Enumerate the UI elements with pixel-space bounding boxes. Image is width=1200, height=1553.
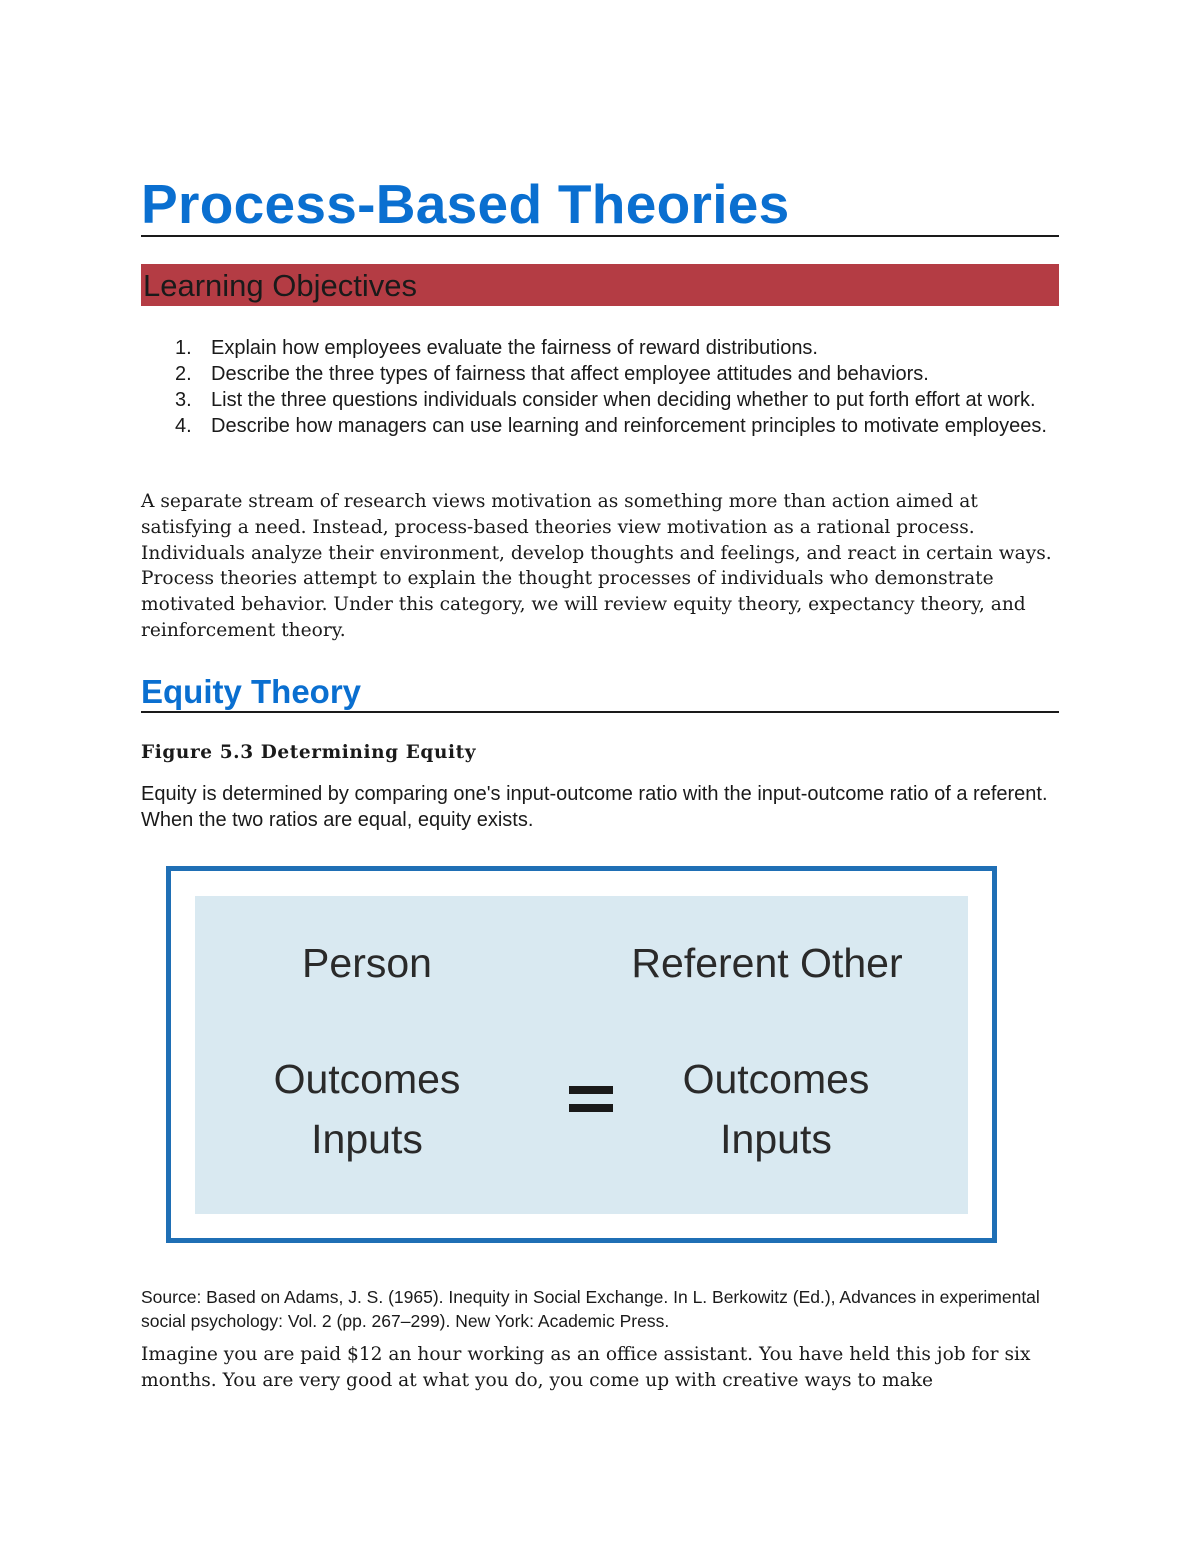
equity-figure-panel [195, 896, 968, 1214]
figure-source: Source: Based on Adams, J. S. (1965). Inequity in Social Exchange. In L. Berkowitz (Ed.), Advances in experimental social psychology: Vol. 2 (pp. 267–299). New York: Academic Press. [141, 1287, 1040, 1331]
referent-heading: Referent Other [631, 940, 903, 986]
list-item-number: 3. [175, 389, 192, 411]
equity-figure [166, 866, 997, 1243]
list-item [141, 335, 1059, 361]
list-item-text: List the three questions individuals consider when deciding whether to put forth effort at work. [211, 389, 1036, 411]
section-heading: Equity Theory [141, 673, 362, 710]
figure-label: Figure 5.3 Determining Equity [141, 742, 477, 763]
page-title: Process-Based Theories [141, 173, 790, 235]
list-item-text: Describe the three types of fairness that affect employee attitudes and behaviors. [211, 363, 929, 385]
title-divider [141, 235, 1059, 237]
referent-inputs: Inputs [720, 1116, 832, 1162]
equals-sign-top [569, 1086, 613, 1094]
learning-objectives-bar [141, 264, 1059, 306]
list-item-text: Describe how managers can use learning and reinforcement principles to motivate employees. [211, 415, 1047, 437]
learning-objectives-heading: Learning Objectives [143, 268, 417, 303]
list-item [141, 413, 1059, 439]
closing-paragraph: Imagine you are paid $12 an hour working as an office assistant. You have held this job for six months. You are very good at what you do, you come up with creative ways to make [141, 1344, 1031, 1391]
section-divider [141, 711, 1059, 713]
person-outcomes: Outcomes [273, 1056, 461, 1102]
list-item-number: 4. [175, 415, 192, 437]
referent-outcomes: Outcomes [682, 1056, 870, 1102]
list-item-number: 2. [175, 363, 192, 385]
list-item-number: 1. [175, 337, 192, 359]
objectives-list [141, 335, 1059, 439]
figure-caption: Equity is determined by comparing one's input-outcome ratio with the input-outcome ratio of a referent. When the two ratios are equal, equity exists. [141, 783, 1048, 831]
list-item-text: Explain how employees evaluate the fairness of reward distributions. [211, 337, 818, 359]
intro-paragraph: A separate stream of research views motivation as something more than action aimed at satisfying a need. Instead, process-based theories view motivation as a rational process. Individuals analyze their environment, develop thoughts and feelings, and react in certain ways. Process theories attempt to explain the thought processes of individuals who demonstrate motivated behavior. Under this category, we will review equity theory, expectancy theory, and reinforcement theory. [141, 491, 1052, 641]
list-item [141, 387, 1059, 413]
person-inputs: Inputs [311, 1116, 423, 1162]
person-heading: Person [302, 940, 432, 986]
list-item [141, 361, 1059, 387]
equals-sign-bottom [569, 1104, 613, 1112]
